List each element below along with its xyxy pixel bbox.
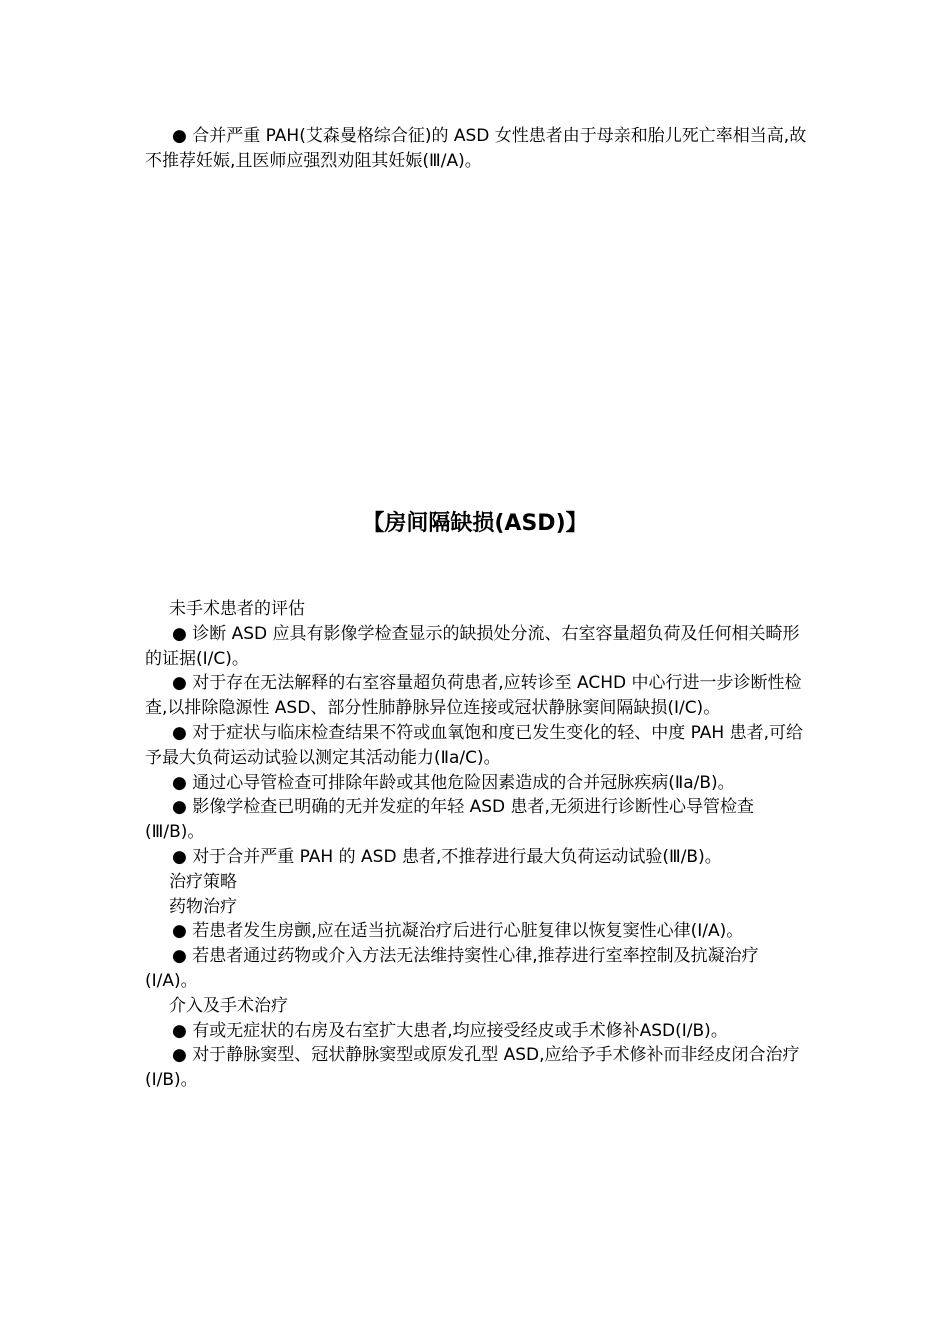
subheading-evaluation: 未手术患者的评估 [169,599,305,619]
recommendation-paragraph: ● 若患者发生房颤,应在适当抗凝治疗后进行心脏复律以恢复窦性心律(Ⅰ/A)。 [172,921,744,942]
subheading-intervention: 介入及手术治疗 [169,995,288,1016]
main-text-block [145,597,810,1093]
recommendation-paragraph: ● 对于存在无法解释的右室容量超负荷患者,应转诊至 ACHD 中心行进一步诊断性检查,以排除隐源性 ASD、部分性肺静脉异位连接或冠状静脉窦间隔缺损(Ⅰ/C)。 [145,673,802,719]
recommendation-paragraph: ● 若患者通过药物或介入方法无法维持窦性心律,推荐进行室率控制及抗凝治疗(Ⅰ/A)。 [145,946,759,991]
recommendation-paragraph: ● 影像学检查已明确的无并发症的年轻 ASD 患者,无须进行诊断性心导管检查(Ⅲ/B)。 [145,797,754,843]
recommendation-paragraph: ● 有或无症状的右房及右室扩大患者,均应接受经皮或手术修补ASD(Ⅰ/B)。 [172,1020,728,1041]
subheading-drug-therapy: 药物治疗 [169,896,237,917]
recommendation-paragraph: ● 诊断 ASD 应具有影像学检查显示的缺损处分流、右室容量超负荷及任何相关畸形的证据(Ⅰ/C)。 [145,623,800,669]
recommendation-paragraph: ● 对于静脉窦型、冠状静脉窦型或原发孔型 ASD,应给予手术修补而非经皮闭合治疗(Ⅰ/B)。 [145,1045,800,1091]
top-text-block [145,124,810,174]
pregnancy-recommendation-paragraph: ● 合并严重 PAH(艾森曼格综合征)的 ASD 女性患者由于母亲和胎儿死亡率相当高,故不推荐妊娠,且医师应强烈劝阻其妊娠(Ⅲ/A)。 [145,126,807,171]
recommendation-paragraph: ● 对于症状与临床检查结果不符或血氧饱和度已发生变化的轻、中度 PAH 患者,可给予最大负荷运动试验以测定其活动能力(Ⅱa/C)。 [145,722,804,768]
section-title: 【房间隔缺损(ASD)】 [362,511,588,536]
subheading-strategy: 治疗策略 [169,871,237,892]
recommendation-paragraph: ● 对于合并严重 PAH 的 ASD 患者,不推荐进行最大负荷运动试验(Ⅲ/B)。 [172,846,722,867]
recommendation-paragraph: ● 通过心导管检查可排除年龄或其他危险因素造成的合并冠脉疾病(Ⅱa/B)。 [172,772,735,793]
